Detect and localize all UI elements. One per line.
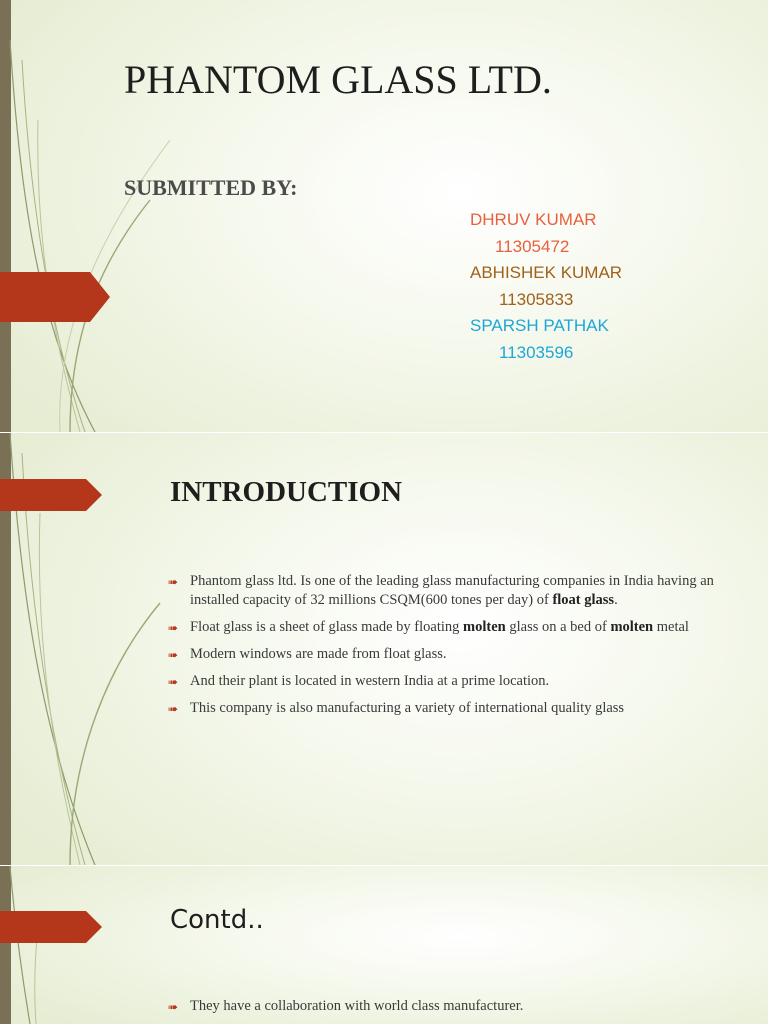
bullet-list — [168, 572, 718, 726]
arrow-bullet-icon: ➠ — [168, 621, 179, 635]
slide-title — [0, 0, 768, 432]
section-title: INTRODUCTION — [170, 476, 403, 508]
arrow-bullet-icon: ➠ — [168, 1000, 179, 1014]
accent-tab — [0, 911, 104, 943]
member-name: ABHISHEK KUMAR — [470, 263, 623, 282]
section-title: Contd.. — [170, 905, 264, 935]
member-id: 11303596 — [499, 342, 574, 362]
list-item: ➠ Phantom glass ltd. Is one of the leading glass manufacturing companies in India having an installed capacity of 32 millions CSQM(600 tones per day) of float glass. — [168, 573, 714, 608]
list-item: ➠ They have a collaboration with world class manufacturer. — [168, 997, 718, 1016]
member-name: SPARSH PATHAK — [470, 316, 609, 335]
list-item: ➠ And their plant is located in western India at a prime location. — [168, 672, 718, 691]
arrow-bullet-icon: ➠ — [168, 675, 179, 689]
accent-tab — [0, 272, 112, 322]
members-list — [470, 207, 622, 366]
list-item: ➠ This company is also manufacturing a variety of international quality glass — [168, 699, 718, 718]
bullet-list — [168, 997, 718, 1024]
page-title: PHANTOM GLASS LTD. — [124, 57, 552, 102]
member-id: 11305472 — [495, 236, 570, 256]
accent-tab — [0, 479, 104, 511]
list-item: ➠ Float glass is a sheet of glass made by floating molten glass on a bed of molten metal — [168, 618, 718, 637]
member-id: 11305833 — [499, 289, 574, 309]
arrow-bullet-icon: ➠ — [168, 648, 179, 662]
arrow-bullet-icon: ➠ — [168, 575, 179, 589]
list-item: ➠ Modern windows are made from float glass. — [168, 645, 718, 664]
member-name: DHRUV KUMAR — [470, 210, 597, 229]
submitted-by-label: SUBMITTED BY: — [124, 175, 298, 200]
arrow-bullet-icon: ➠ — [168, 702, 179, 716]
